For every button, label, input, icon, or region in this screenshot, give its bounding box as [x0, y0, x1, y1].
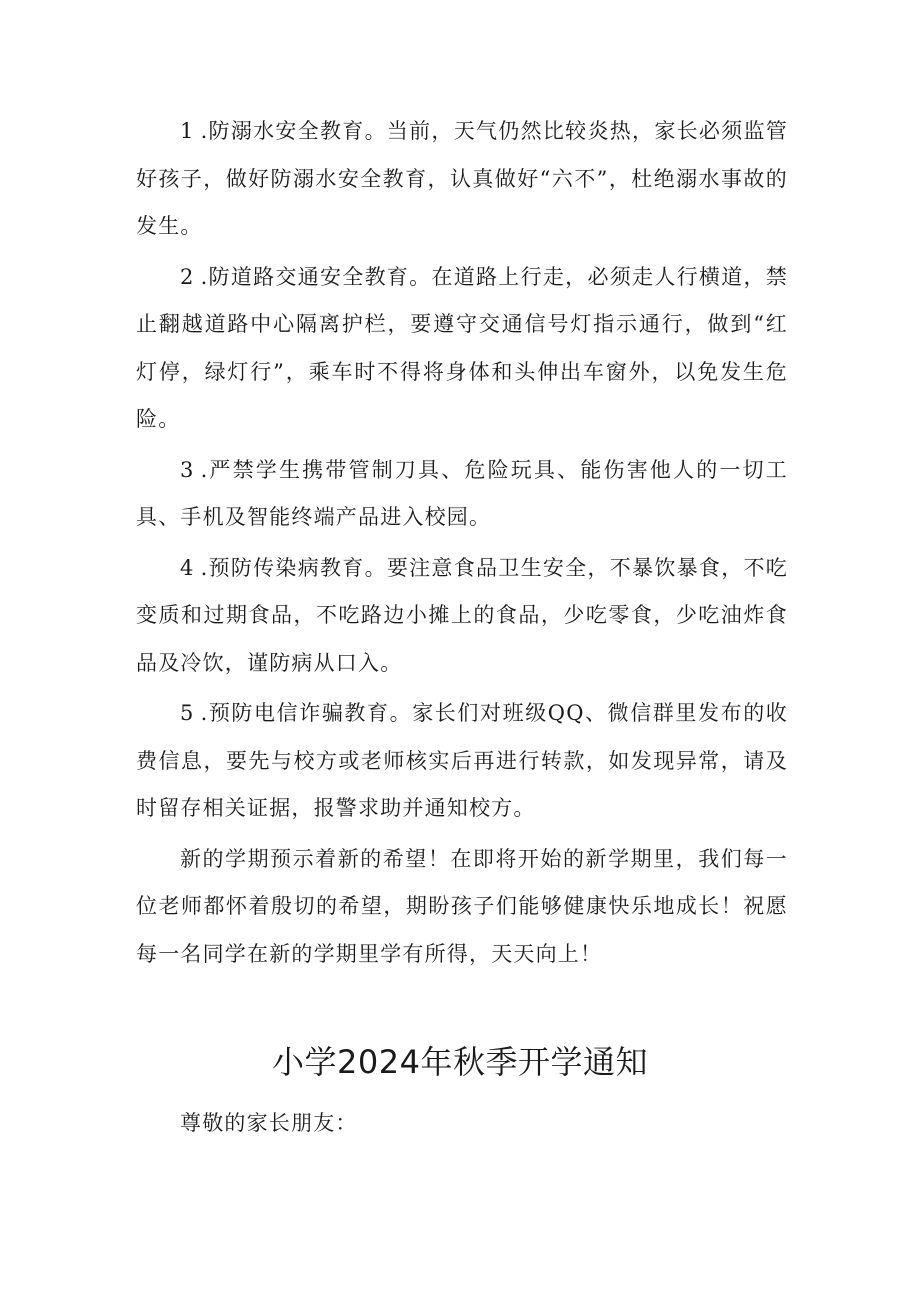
- document-title: 小学2024年秋季开学通知: [272, 1043, 648, 1081]
- safety-item-drowning: [136, 108, 788, 251]
- item-text: .预防传染病教育。要注意食品卫生安全，不暴饮暴食，不吃变质和过期食品，不吃路边小摊上的食品，少吃零食，少吃油炸食品及冷饮，谨防病从口入。: [136, 555, 788, 675]
- safety-item-fraud: [136, 690, 788, 833]
- item-text: .严禁学生携带管制刀具、危险玩具、能伤害他人的一切工具、手机及智能终端产品进入校园。: [136, 457, 788, 529]
- salutation: 尊敬的家长朋友：: [180, 1111, 358, 1135]
- safety-item-traffic: [136, 254, 788, 444]
- item-number: 5: [180, 701, 195, 725]
- item-number: 2: [180, 264, 195, 289]
- item-text: .防溺水安全教育。当前，天气仍然比较炎热，家长必须监管好孩子，做好防溺水安全教育，认真做好“六不”，杜绝溺水事故的发生。: [136, 119, 788, 238]
- safety-item-prohibited-items: [136, 447, 788, 542]
- item-text: .预防电信诈骗教育。家长们对班级QQ、微信群里发布的收费信息，要先与校方或老师核实后再进行转款，如发现异常，请及时留存相关证据，报警求助并通知校方。: [136, 701, 788, 820]
- closing-paragraph: 新的学期预示着新的希望！在即将开始的新学期里，我们每一位老师都怀着殷切的希望，期盼孩子们能够健康快乐地成长！祝愿每一名同学在新的学期里学有所得，天天向上！: [136, 846, 788, 966]
- item-text: .防道路交通安全教育。在道路上行走，必须走人行横道，禁止翻越道路中心隔离护栏，要遵守交通信号灯指示通行，做到“红灯停，绿灯行”，乘车时不得将身体和头伸出车窗外，以免发生危险。: [136, 264, 788, 431]
- notice-body: [136, 108, 788, 981]
- item-number: 3: [180, 457, 195, 482]
- item-number: 4: [180, 555, 195, 580]
- item-number: 1: [180, 119, 195, 143]
- safety-item-disease: [136, 545, 788, 688]
